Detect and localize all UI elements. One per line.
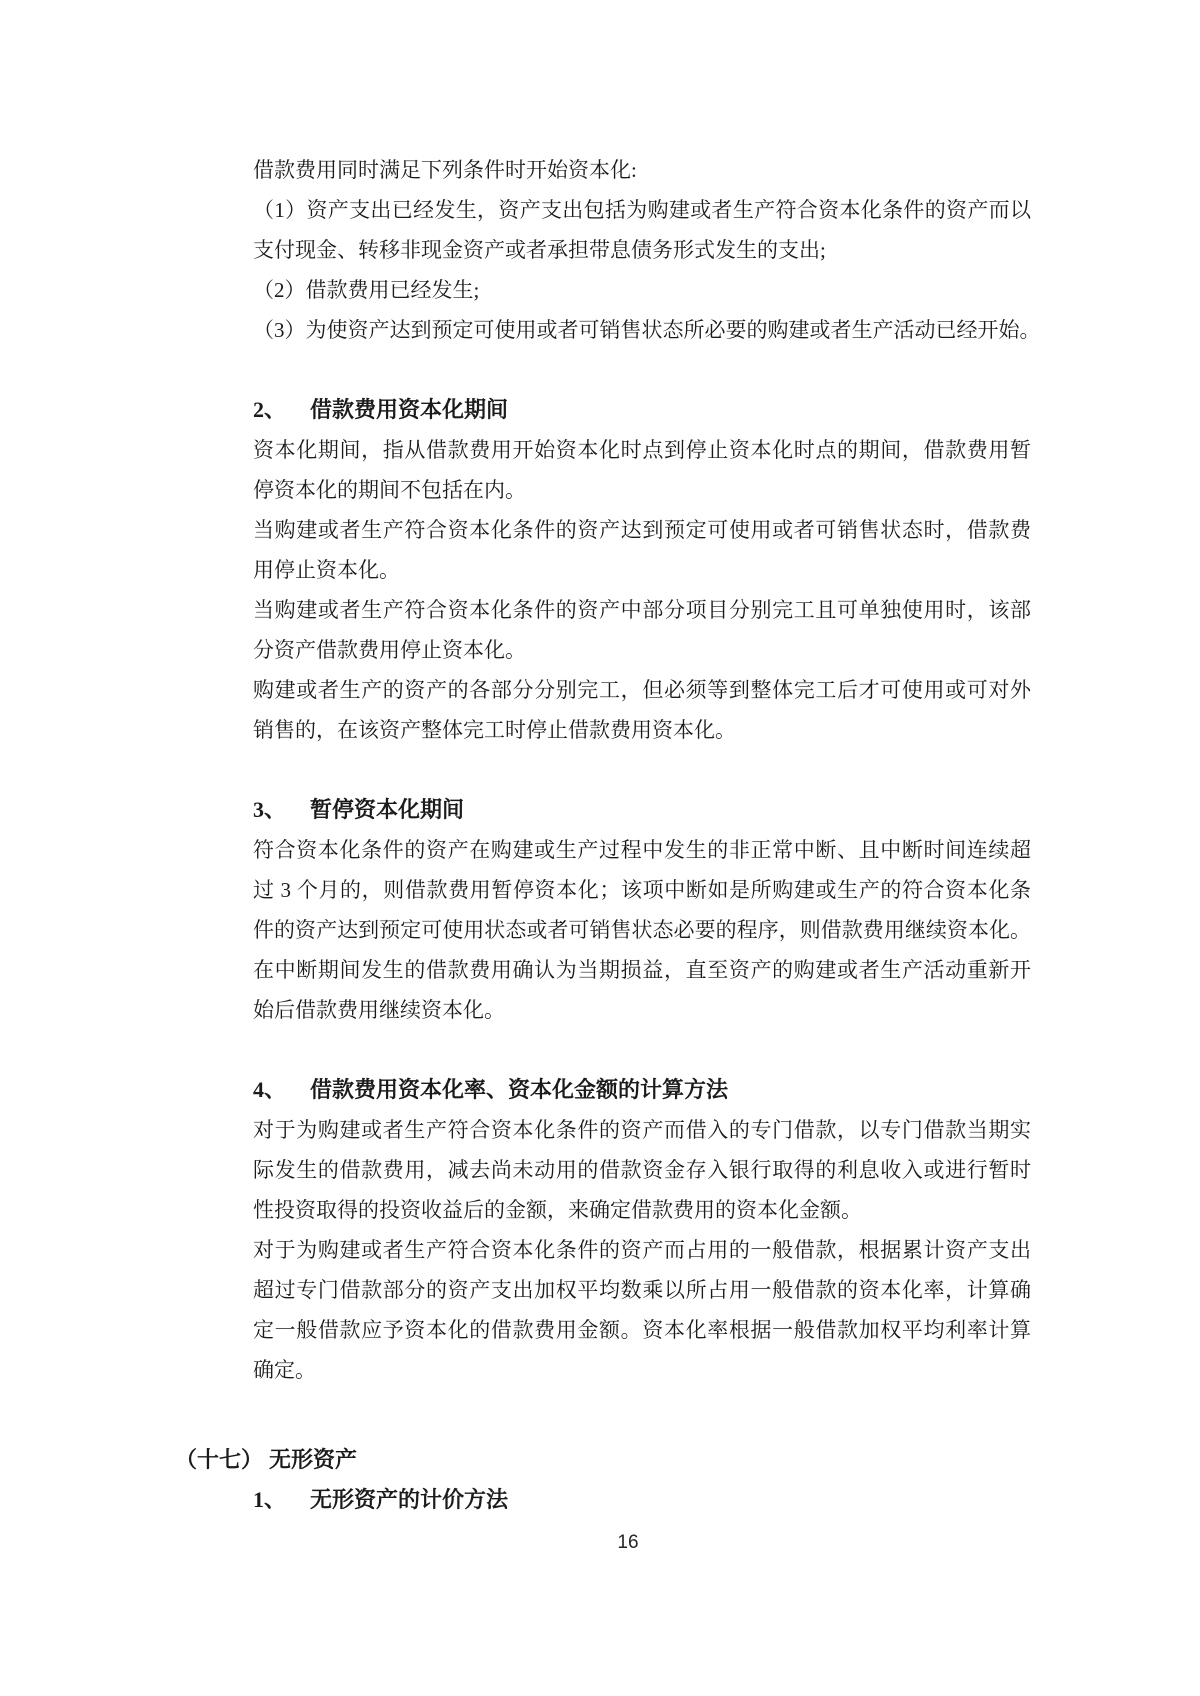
paragraph	[253, 190, 1031, 270]
paragraph	[253, 510, 1031, 590]
text-line: 件的资产达到预定可使用状态或者可销售状态必要的程序，则借款费用继续资本化。	[253, 918, 1031, 942]
text-line: 资本化期间，指从借款费用开始资本化时点到停止资本化时点的期间，借款费用暂	[253, 438, 1031, 462]
text-line: 始后借款费用继续资本化。	[253, 998, 505, 1022]
heading-number: 4、	[253, 1077, 287, 1102]
heading	[253, 790, 1031, 830]
heading-number: 3、	[253, 797, 287, 822]
text-line: 超过专门借款部分的资产支出加权平均数乘以所占用一般借款的资本化率，计算确	[253, 1278, 1031, 1302]
text-line: 借款费用同时满足下列条件时开始资本化:	[253, 158, 637, 182]
text-line: 性投资取得的投资收益后的金额，来确定借款费用的资本化金额。	[253, 1198, 862, 1222]
heading-title: 暂停资本化期间	[310, 797, 465, 822]
page-number: 16	[617, 1532, 639, 1553]
text-line: （2）借款费用已经发生;	[253, 278, 480, 302]
heading-title: 无形资产的计价方法	[310, 1487, 509, 1512]
text-line: 过 3 个月的，则借款费用暂停资本化；该项中断如是所购建或生产的符合资本化条	[253, 878, 1031, 902]
text-line: 在中断期间发生的借款费用确认为当期损益，直至资产的购建或者生产活动重新开	[253, 958, 1031, 982]
heading-title: 借款费用资本化率、资本化金额的计算方法	[310, 1077, 729, 1102]
heading-number: （十七）	[175, 1447, 264, 1472]
heading-title: 无形资产	[269, 1447, 358, 1472]
text-line: 定一般借款应予资本化的借款费用金额。资本化率根据一般借款加权平均利率计算	[253, 1318, 1031, 1342]
text-line: 销售的，在该资产整体完工时停止借款费用资本化。	[253, 718, 736, 742]
heading-number: 2、	[253, 397, 287, 422]
text-line: 对于为购建或者生产符合资本化条件的资产而占用的一般借款，根据累计资产支出	[253, 1238, 1031, 1262]
section-heading	[175, 1440, 1031, 1480]
text-line: 停资本化的期间不包括在内。	[253, 478, 526, 502]
text-line: 确定。	[253, 1358, 316, 1382]
paragraph	[253, 670, 1031, 750]
paragraph	[253, 310, 1041, 350]
text-line: 当购建或者生产符合资本化条件的资产达到预定可使用或者可销售状态时，借款费	[253, 518, 1031, 542]
text-line: 分资产借款费用停止资本化。	[253, 638, 526, 662]
heading	[253, 1480, 1031, 1520]
text-line: 符合资本化条件的资产在购建或生产过程中发生的非正常中断、且中断时间连续超	[253, 838, 1031, 862]
text-line: 支付现金、转移非现金资产或者承担带息债务形式发生的支出;	[253, 238, 826, 262]
text-line: （3）为使资产达到预定可使用或者可销售状态所必要的购建或者生产活动已经开始。	[253, 318, 1041, 342]
heading	[253, 1070, 1031, 1110]
text-line: （1）资产支出已经发生，资产支出包括为购建或者生产符合资本化条件的资产而以	[253, 198, 1031, 222]
paragraph	[253, 270, 1031, 310]
paragraph	[253, 150, 1031, 190]
heading	[253, 390, 1031, 430]
paragraph	[253, 430, 1031, 510]
document-content	[175, 150, 1041, 1520]
paragraph	[253, 590, 1031, 670]
paragraph	[253, 1230, 1031, 1390]
text-line: 当购建或者生产符合资本化条件的资产中部分项目分别完工且可单独使用时，该部	[253, 598, 1031, 622]
paragraph	[253, 830, 1031, 1030]
text-line: 用停止资本化。	[253, 558, 400, 582]
text-line: 对于为购建或者生产符合资本化条件的资产而借入的专门借款，以专门借款当期实	[253, 1118, 1031, 1142]
text-line: 购建或者生产的资产的各部分分别完工，但必须等到整体完工后才可使用或可对外	[253, 678, 1031, 702]
text-line: 际发生的借款费用，减去尚未动用的借款资金存入银行取得的利息收入或进行暂时	[253, 1158, 1031, 1182]
heading-title: 借款费用资本化期间	[310, 397, 509, 422]
paragraph	[253, 1110, 1031, 1230]
heading-number: 1、	[253, 1487, 287, 1512]
